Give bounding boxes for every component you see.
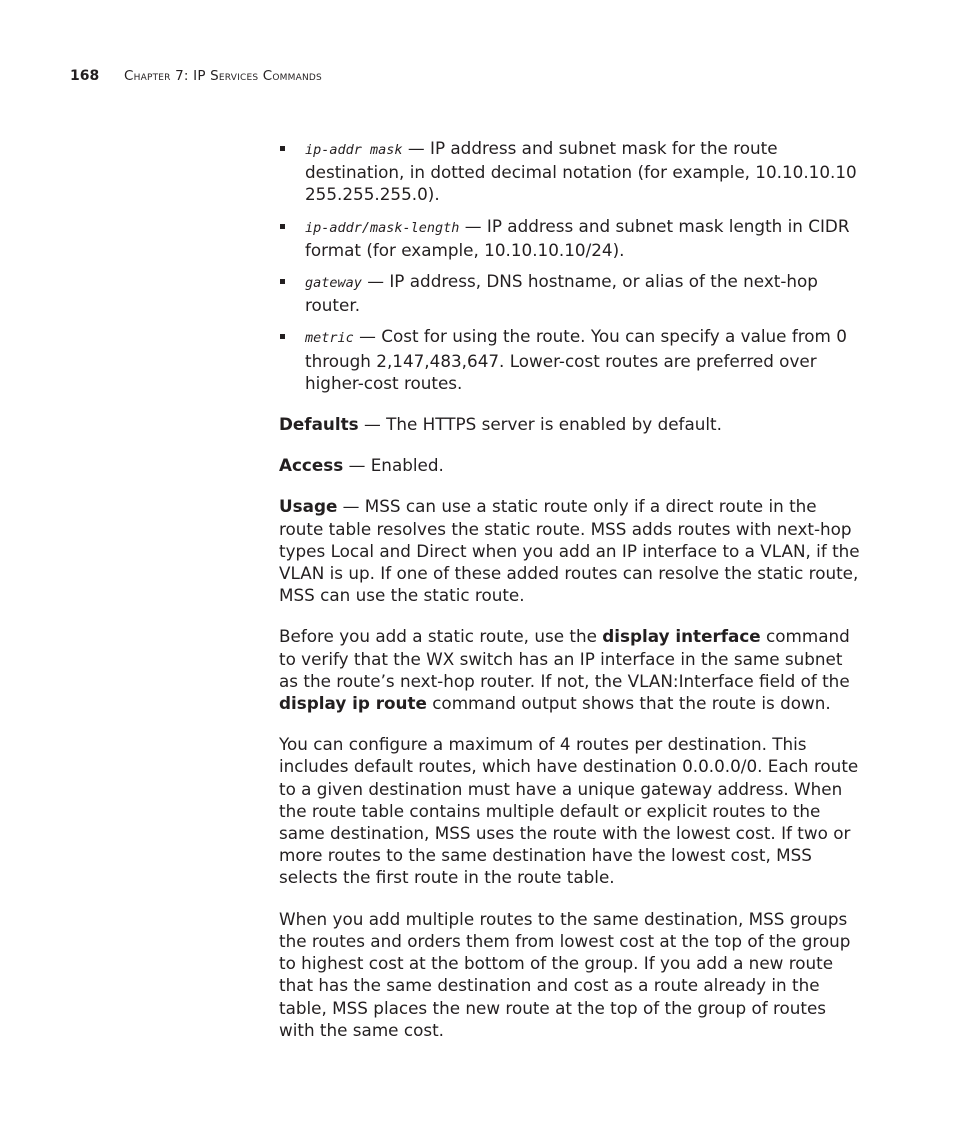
text-run: command output shows that the route is down.: [426, 693, 831, 714]
param-desc: — IP address, DNS hostname, or alias of the next-hop router.: [305, 271, 818, 316]
param-desc: — IP address and subnet mask for the route destination, in dotted decimal notation (for example, 10.10.10.10 255.255.255.0).: [305, 138, 857, 205]
text-run: Before you add a static route, use the: [279, 626, 603, 647]
param-term: gateway: [305, 275, 362, 292]
page-number: 168: [70, 68, 100, 84]
usage-paragraph: [279, 495, 861, 606]
usage-label: Usage: [279, 496, 338, 517]
max-routes-paragraph: You can configure a maximum of 4 routes per destination. This includes default routes, which have destination 0.0.0.0/0. Each route to a given destination must have a unique gateway address. When the route table contains multiple default or explicit routes to the same destination, MSS uses the route with the lowest cost. If two or more routes to the same destination have the lowest cost, MSS selects the first route in the route table.: [279, 734, 859, 888]
defaults-text: — The HTTPS server is enabled by default.: [358, 414, 722, 435]
list-item: [279, 137, 861, 206]
param-term: ip-addr/mask-length: [305, 219, 460, 236]
page-header: [70, 67, 322, 85]
parameter-list: [279, 137, 861, 394]
bullet-icon: [280, 334, 285, 339]
bullet-icon: [280, 224, 285, 229]
before-paragraph: [279, 625, 861, 714]
bullet-icon: [280, 279, 285, 284]
text-run: command to verify that the WX switch has an IP interface in the same subnet as the route’s next-hop router. If not, the VLAN:Interface field of the: [279, 626, 850, 691]
param-desc: — IP address and subnet mask length in CIDR format (for example, 10.10.10.10/24).: [305, 215, 850, 260]
display-interface-command: display interface: [602, 626, 761, 647]
bullet-icon: [280, 146, 285, 151]
param-desc: — Cost for using the route. You can specify a value from 0 through 2,147,483,647. Lower-cost routes are preferred over higher-cost routes.: [305, 326, 847, 393]
list-item: [279, 325, 861, 394]
display-ip-route-command: display ip route: [279, 693, 427, 714]
chapter-title: Chapter 7: IP Services Commands: [124, 68, 322, 84]
page-body: [279, 137, 861, 1060]
defaults-paragraph: [279, 413, 861, 435]
access-text: — Enabled.: [343, 455, 444, 476]
param-term: metric: [305, 330, 354, 347]
usage-text: — MSS can use a static route only if a direct route in the route table resolves the static route. MSS adds routes with next-hop types Local and Direct when you add an IP interface to a VLAN, if the VLAN is up. If one of these added routes can resolve the static route, MSS can use the static route.: [279, 496, 860, 606]
list-item: [279, 215, 861, 261]
access-label: Access: [279, 455, 344, 476]
param-term: ip-addr mask: [305, 142, 403, 158]
access-paragraph: [279, 454, 861, 476]
multiple-routes-paragraph: When you add multiple routes to the same destination, MSS groups the routes and orders them from lowest cost at the top of the group to highest cost at the bottom of the group. If you add a new route that has the same destination and cost as a route already in the table, MSS places the new route at the top of the group of routes with the same cost.: [279, 908, 851, 1040]
defaults-label: Defaults: [279, 414, 359, 435]
list-item: [279, 270, 861, 316]
